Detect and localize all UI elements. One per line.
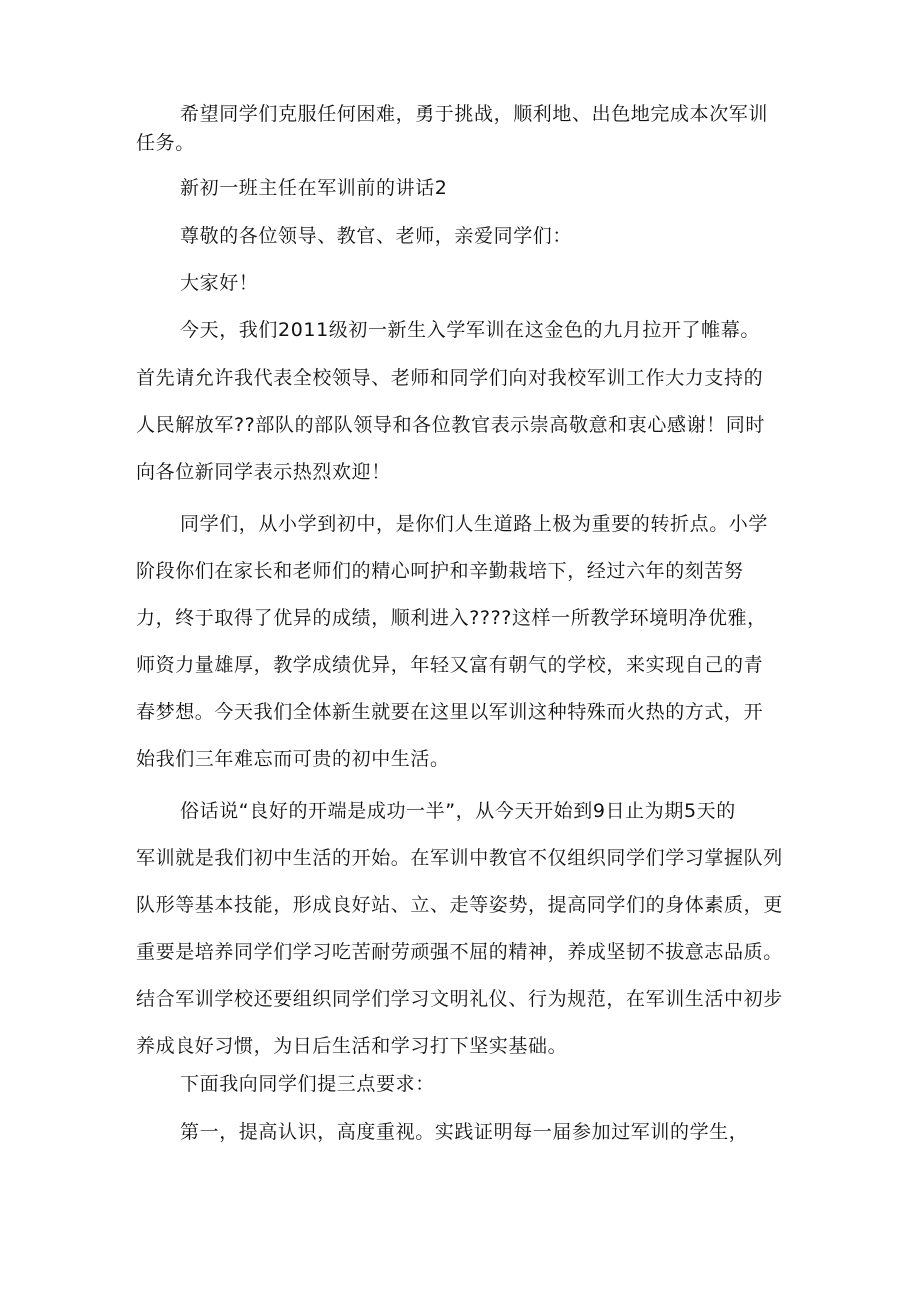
text-line: 始我们三年难忘而可贵的初中生活。	[136, 748, 450, 770]
text-line: 任务。	[136, 132, 195, 154]
text-line: 今天，我们2011级初一新生入学军训在这金色的九月拉开了帷幕。	[180, 319, 760, 341]
text-line: 向各位新同学表示热烈欢迎！	[136, 461, 391, 483]
subheading: 新初一班主任在军训前的讲话2	[180, 177, 448, 199]
text-line: 春梦想。今天我们全体新生就要在这里以军训这种特殊而火热的方式，开	[136, 701, 764, 723]
text-line: 阶段你们在家长和老师们的精心呵护和辛勤栽培下，经过六年的刻苦努	[136, 560, 744, 582]
text-line: 师资力量雄厚，教学成绩优异，年轻又富有朝气的学校，来实现自己的青	[136, 654, 764, 676]
text-line: 俗话说“良好的开端是成功一半”，从今天开始到9日止为期5天的	[180, 800, 736, 822]
text-line: 第一，提高认识，高度重视。实践证明每一届参加过军训的学生，	[180, 1121, 749, 1143]
text-line: 同学们，从小学到初中，是你们人生道路上极为重要的转折点。小学	[180, 513, 769, 535]
text-line: 重要是培养同学们学习吃苦耐劳顽强不屈的精神，养成坚韧不拔意志品质。	[136, 941, 783, 963]
text-line: 希望同学们克服任何困难，勇于挑战，顺利地、出色地完成本次军训	[180, 103, 769, 125]
greeting: 大家好！	[180, 272, 259, 294]
text-line: 队形等基本技能，形成良好站、立、走等姿势，提高同学们的身体素质，更	[136, 894, 783, 916]
text-line: 结合军训学校还要组织同学们学习文明礼仪、行为规范，在军训生活中初步	[136, 988, 783, 1010]
text-line: 力，终于取得了优异的成绩，顺利进入????这样一所教学环境明净优雅，	[136, 607, 767, 629]
salutation: 尊敬的各位领导、教官、老师，亲爱同学们：	[180, 225, 573, 247]
text-line: 养成良好习惯，为日后生活和学习打下坚实基础。	[136, 1035, 568, 1057]
text-line: 下面我向同学们提三点要求：	[180, 1073, 435, 1095]
text-line: 人民解放军??部队的部队领导和各位教官表示崇高敬意和衷心感谢！同时	[136, 414, 765, 436]
text-line: 军训就是我们初中生活的开始。在军训中教官不仅组织同学们学习掌握队列	[136, 847, 783, 869]
text-line: 首先请允许我代表全校领导、老师和同学们向对我校军训工作大力支持的	[136, 367, 764, 389]
